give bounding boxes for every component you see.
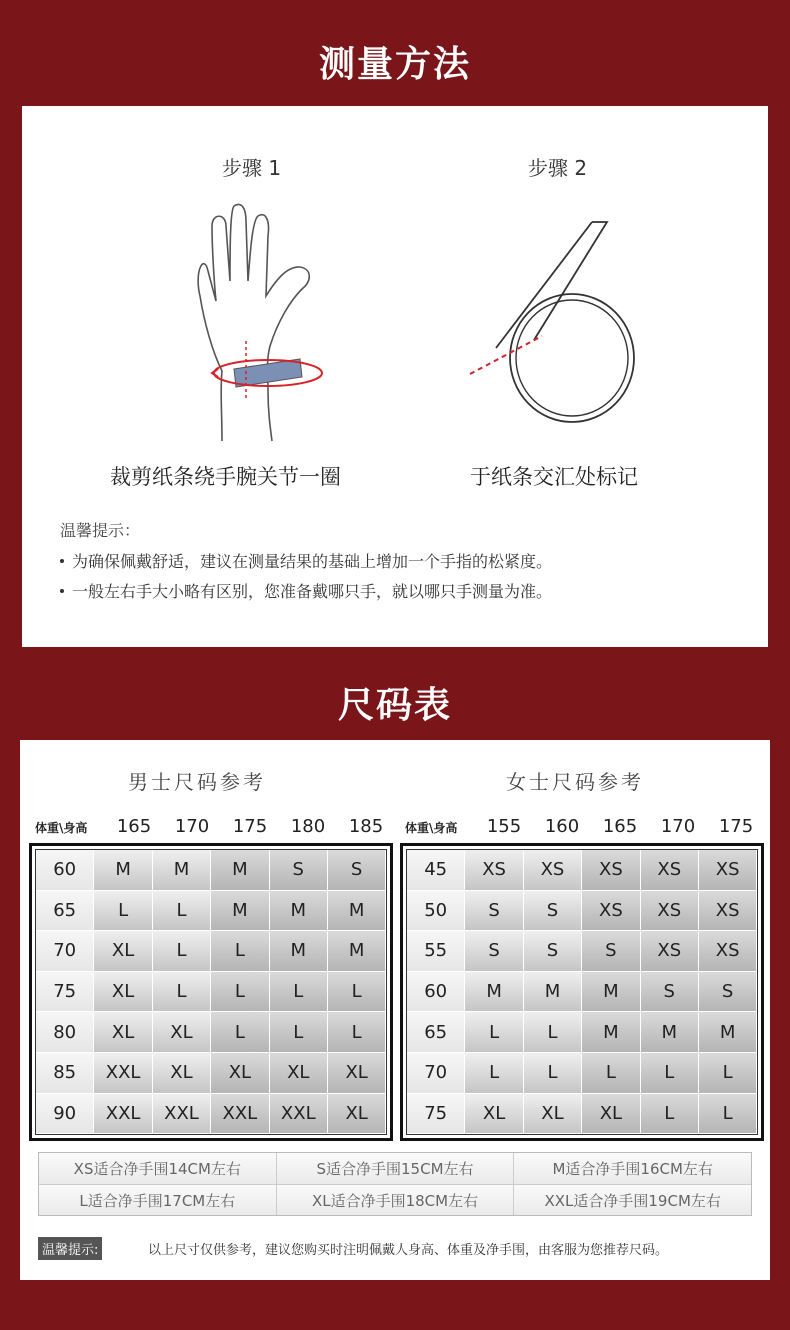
size-cell: XXL: [153, 1094, 211, 1134]
weight-cell: 60: [36, 850, 94, 890]
table-row: [407, 850, 757, 891]
height-header: 170: [174, 816, 210, 837]
size-cell: XS: [699, 850, 757, 890]
size-cell: XS: [641, 850, 699, 890]
size-cell: M: [699, 1012, 757, 1052]
table-row: [407, 1053, 757, 1094]
height-header: 175: [232, 816, 268, 837]
size-cell: XL: [465, 1094, 523, 1134]
paper-strip-illustration: [462, 218, 652, 433]
size-cell: XL: [153, 1012, 211, 1052]
size-cell: XL: [524, 1094, 582, 1134]
size-cell: L: [270, 972, 328, 1012]
table-row: [36, 1053, 386, 1094]
size-cell: L: [699, 1053, 757, 1093]
size-cell: M: [211, 891, 269, 931]
size-cell: L: [153, 931, 211, 971]
size-cell: XL: [153, 1053, 211, 1093]
section-title-measure: 测量方法: [318, 43, 471, 85]
table-row: [407, 1094, 757, 1135]
bullet-icon: [60, 559, 64, 563]
table-row: [36, 931, 386, 972]
size-cell: XXL: [270, 1094, 328, 1134]
size-cell: M: [211, 850, 269, 890]
size-cell: L: [328, 972, 386, 1012]
size-cell: L: [211, 1012, 269, 1052]
height-header: 165: [602, 816, 638, 837]
table-row: [36, 1094, 386, 1135]
size-cell: M: [270, 931, 328, 971]
size-cell: L: [524, 1012, 582, 1052]
women-header-label: 体重\身高: [405, 821, 458, 835]
size-cell: L: [211, 931, 269, 971]
height-header: 175: [718, 816, 754, 837]
size-note: XS适合净手围14CM左右: [39, 1153, 276, 1184]
size-cell: M: [328, 931, 386, 971]
size-cell: S: [582, 931, 640, 971]
men-size-table: [29, 843, 393, 1141]
weight-cell: 80: [36, 1012, 94, 1052]
women-size-table: [400, 843, 764, 1141]
size-cell: XL: [328, 1094, 386, 1134]
height-header: 160: [544, 816, 580, 837]
note-row: [39, 1184, 751, 1215]
step2-caption: 于纸条交汇处标记: [470, 465, 638, 489]
weight-cell: 90: [36, 1094, 94, 1134]
size-cell: XXL: [94, 1053, 152, 1093]
size-cell: M: [582, 972, 640, 1012]
weight-cell: 75: [36, 972, 94, 1012]
size-cell: S: [465, 931, 523, 971]
weight-cell: 65: [36, 891, 94, 931]
size-cell: XL: [328, 1053, 386, 1093]
size-cell: S: [328, 850, 386, 890]
height-header: 170: [660, 816, 696, 837]
size-note: XXL适合净手围19CM左右: [513, 1185, 751, 1215]
size-cell: L: [94, 891, 152, 931]
weight-cell: 45: [407, 850, 465, 890]
size-cell: XS: [699, 891, 757, 931]
tip-text: 为确保佩戴舒适，建议在测量结果的基础上增加一个手指的松紧度。: [72, 552, 553, 571]
size-cell: XS: [582, 891, 640, 931]
footer-text: 以上尺寸仅供参考，建议您购买时注明佩戴人身高、体重及净手围，由客服为您推荐尺码。: [148, 1243, 669, 1258]
size-cell: L: [524, 1053, 582, 1093]
height-header: 155: [486, 816, 522, 837]
table-row: [407, 931, 757, 972]
men-header-label: 体重\身高: [35, 821, 88, 835]
size-note: XL适合净手围18CM左右: [276, 1185, 514, 1215]
size-panel: [20, 740, 770, 1280]
measure-panel: [22, 106, 768, 647]
note-row: [39, 1153, 751, 1184]
size-notes: [38, 1152, 752, 1216]
size-cell: M: [641, 1012, 699, 1052]
tip-item: [60, 549, 552, 572]
hand-wrist-illustration: [182, 201, 332, 446]
size-cell: L: [153, 891, 211, 931]
size-cell: M: [582, 1012, 640, 1052]
men-heading: 男士尺码参考: [128, 770, 266, 794]
bullet-icon: [60, 589, 64, 593]
size-cell: XL: [94, 972, 152, 1012]
size-cell: XL: [582, 1094, 640, 1134]
table-row: [36, 972, 386, 1013]
size-cell: S: [699, 972, 757, 1012]
table-row: [407, 891, 757, 932]
size-cell: M: [328, 891, 386, 931]
table-row: [407, 1012, 757, 1053]
size-cell: XXL: [94, 1094, 152, 1134]
size-cell: L: [699, 1094, 757, 1134]
size-cell: XS: [582, 850, 640, 890]
size-note: S适合净手围15CM左右: [276, 1153, 514, 1184]
size-cell: S: [524, 931, 582, 971]
weight-cell: 60: [407, 972, 465, 1012]
women-heading: 女士尺码参考: [506, 770, 644, 794]
tips-title: 温馨提示：: [60, 521, 141, 540]
size-cell: M: [465, 972, 523, 1012]
women-header-row: [405, 816, 765, 837]
size-cell: XL: [94, 931, 152, 971]
tip-text: 一般左右手大小略有区别，您准备戴哪只手，就以哪只手测量为准。: [72, 582, 553, 601]
weight-cell: 65: [407, 1012, 465, 1052]
size-cell: L: [582, 1053, 640, 1093]
size-cell: XS: [699, 931, 757, 971]
height-header: 165: [116, 816, 152, 837]
height-header: 180: [290, 816, 326, 837]
size-cell: XS: [641, 891, 699, 931]
size-cell: L: [465, 1012, 523, 1052]
size-cell: S: [524, 891, 582, 931]
size-cell: M: [153, 850, 211, 890]
step1-caption: 裁剪纸条绕手腕关节一圈: [110, 465, 341, 489]
table-row: [36, 891, 386, 932]
size-cell: M: [524, 972, 582, 1012]
size-cell: L: [211, 972, 269, 1012]
table-row: [36, 1012, 386, 1053]
weight-cell: 55: [407, 931, 465, 971]
size-cell: L: [270, 1012, 328, 1052]
weight-cell: 85: [36, 1053, 94, 1093]
size-cell: L: [153, 972, 211, 1012]
size-cell: M: [270, 891, 328, 931]
size-cell: XL: [211, 1053, 269, 1093]
size-cell: XS: [641, 931, 699, 971]
size-cell: L: [641, 1094, 699, 1134]
step1-label: 步骤 1: [222, 156, 282, 180]
size-cell: S: [270, 850, 328, 890]
size-cell: L: [328, 1012, 386, 1052]
weight-cell: 70: [36, 931, 94, 971]
weight-cell: 50: [407, 891, 465, 931]
size-note: L适合净手围17CM左右: [39, 1185, 276, 1215]
size-cell: XS: [465, 850, 523, 890]
size-cell: XXL: [211, 1094, 269, 1134]
weight-cell: 75: [407, 1094, 465, 1134]
size-cell: XL: [270, 1053, 328, 1093]
height-header: 185: [348, 816, 384, 837]
size-cell: M: [94, 850, 152, 890]
men-header-row: [35, 816, 395, 837]
table-row: [36, 850, 386, 891]
size-cell: S: [641, 972, 699, 1012]
weight-cell: 70: [407, 1053, 465, 1093]
section-title-size: 尺码表: [337, 684, 452, 726]
table-row: [407, 972, 757, 1013]
size-cell: XS: [524, 850, 582, 890]
footer-badge: 温馨提示:: [38, 1237, 102, 1260]
size-cell: S: [465, 891, 523, 931]
size-cell: L: [465, 1053, 523, 1093]
size-cell: L: [641, 1053, 699, 1093]
tip-item: [60, 579, 552, 602]
step2-label: 步骤 2: [528, 156, 588, 180]
size-cell: XL: [94, 1012, 152, 1052]
size-note: M适合净手围16CM左右: [513, 1153, 751, 1184]
